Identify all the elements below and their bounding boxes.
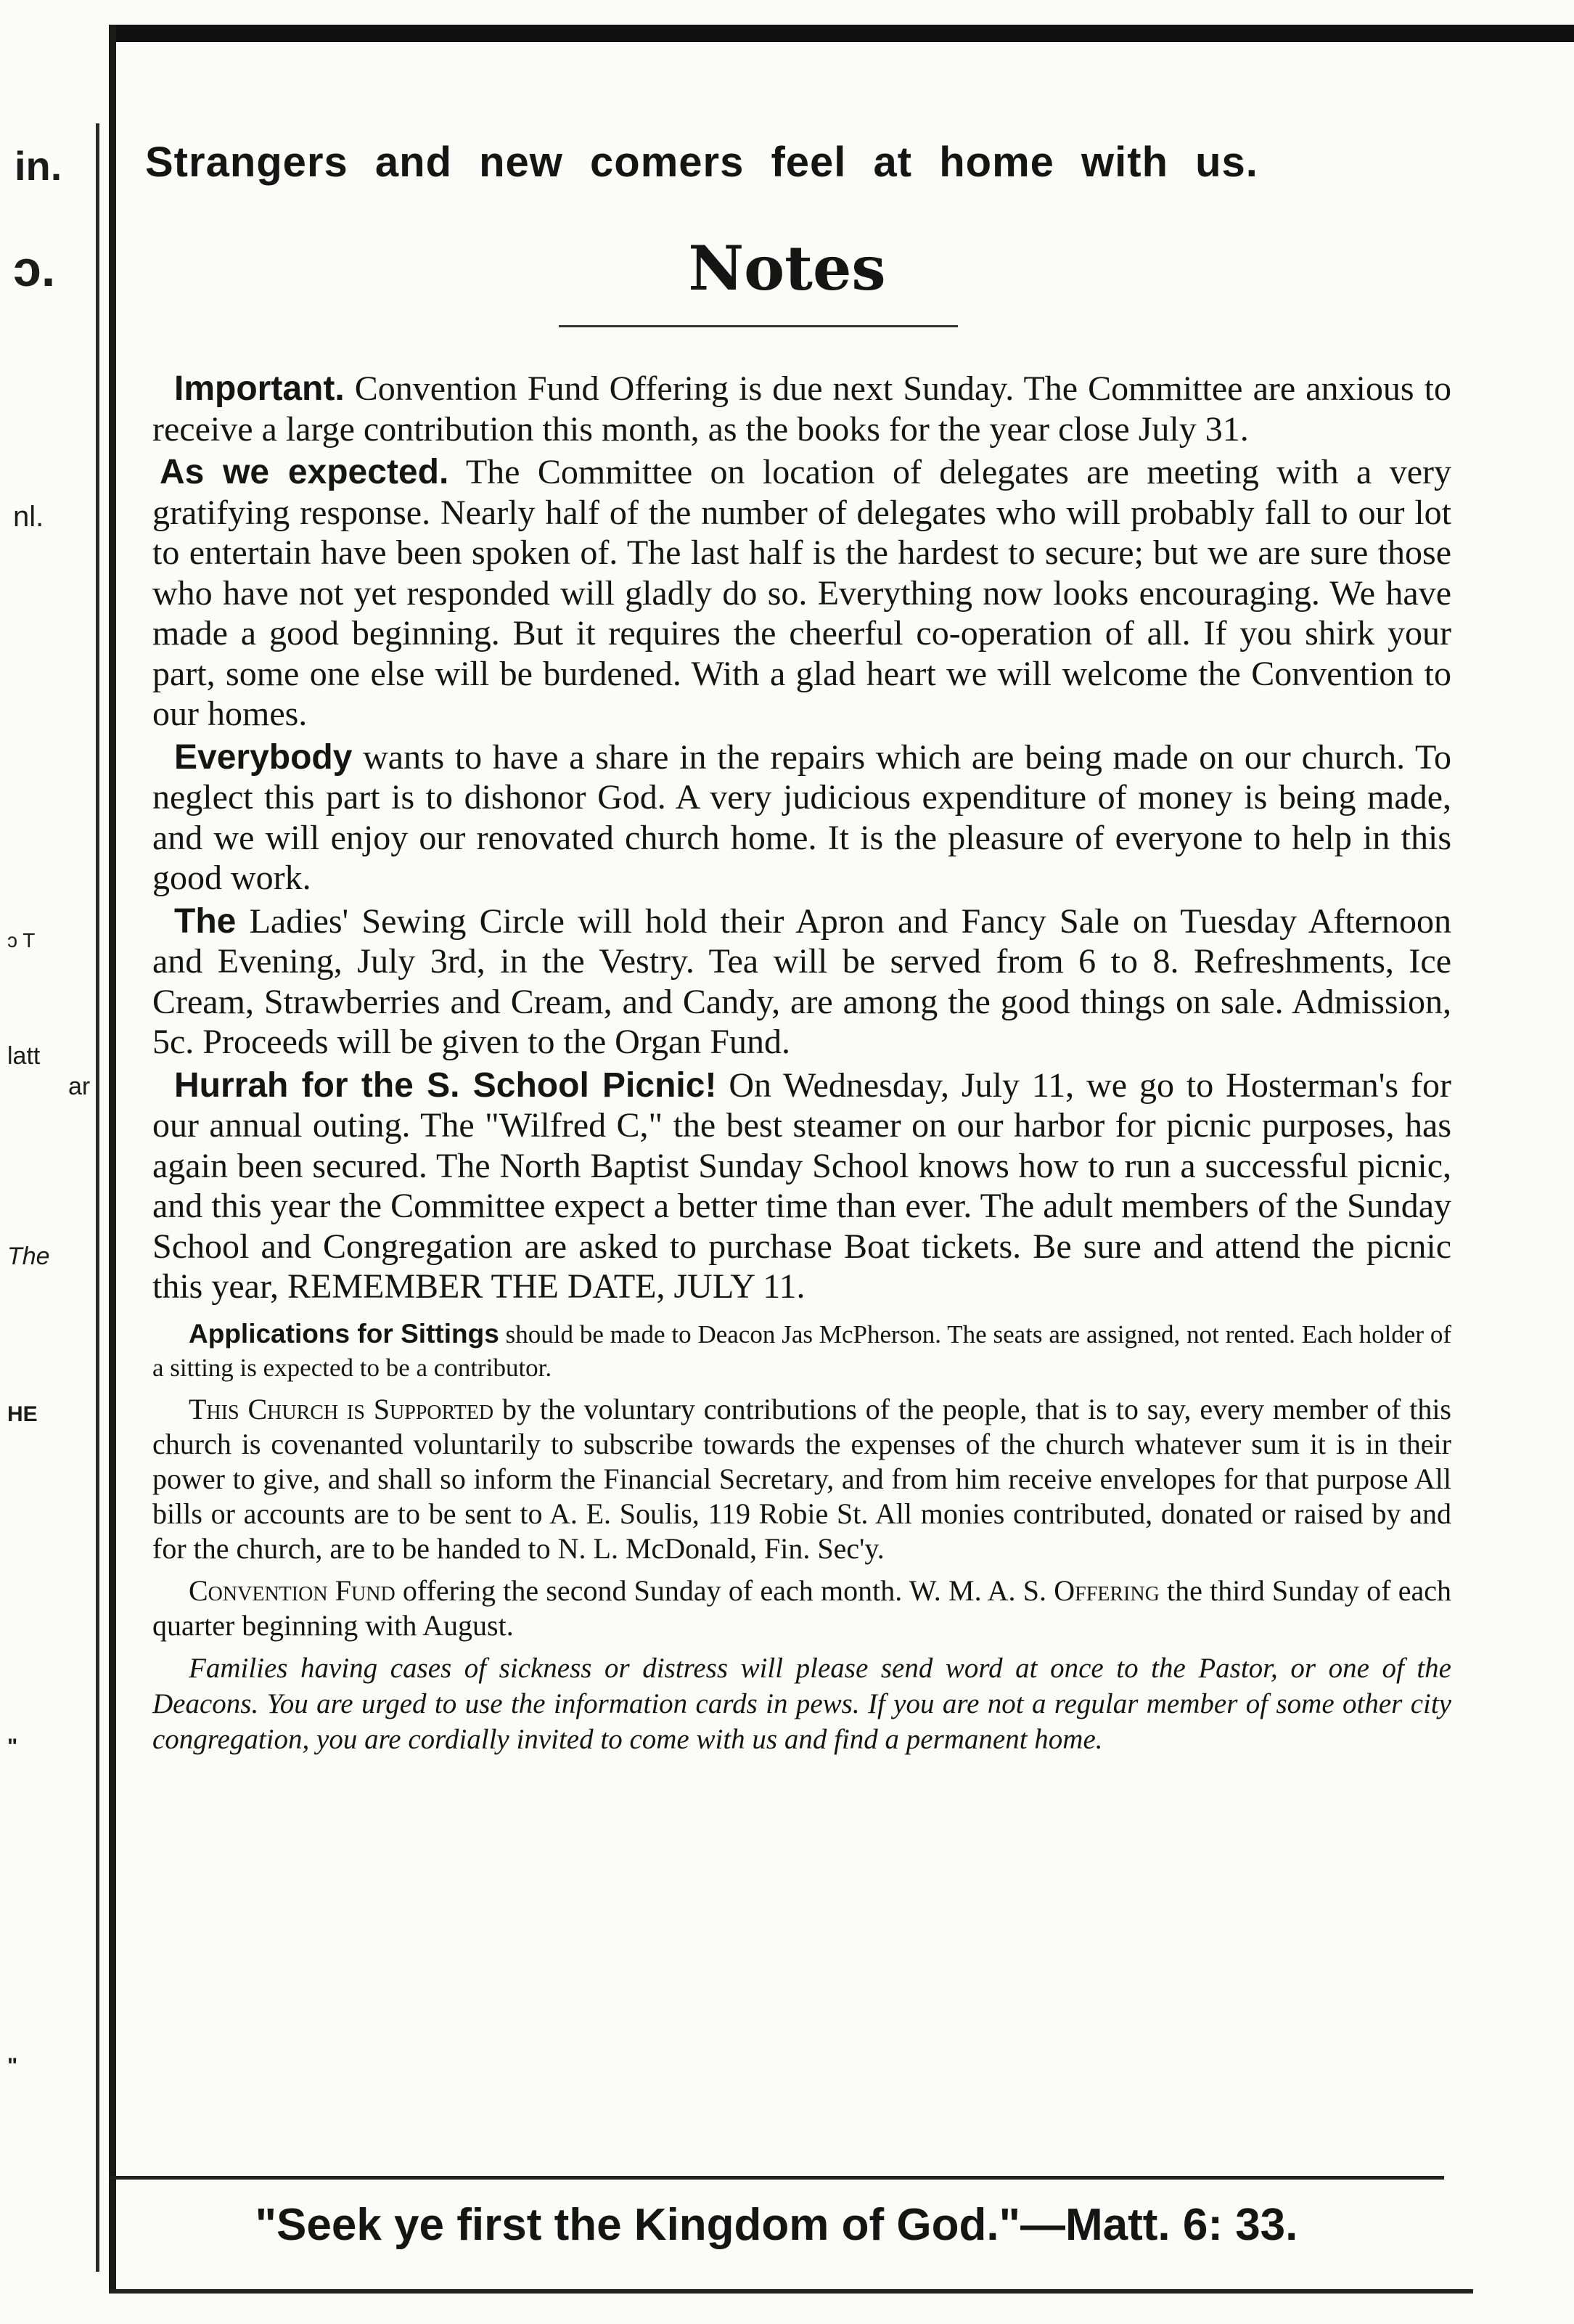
notes-body <box>152 369 1451 1757</box>
note-important <box>152 369 1451 449</box>
note-text: should be made to Deacon Jas McPherson. The seats are assigned, not rented. Each holder of a sitting is expected to be a contributor. <box>152 1319 1451 1382</box>
note-text: The Committee on location of delegates are meeting with a very gratifying response. Nearly half of the number of delegates who will probably fall to our lot to entertain have been spoken of. The last half is the hardest to secure; but we are sure those who have not yet responded will gladly do so. Everything now looks encouraging. We have made a good beginning. But it requires the cheerful co-operation of all. If you shirk your part, some one else will be burdened. With a glad heart we will welcome the Convention to our homes. <box>152 453 1452 733</box>
margin-fragment: HE <box>7 1402 38 1426</box>
margin-fragment: " <box>7 2054 18 2078</box>
note-lead: Important. <box>174 369 345 408</box>
note-lead: Convention Fund <box>189 1574 395 1607</box>
note-text: Convention Fund Offering is due next Sunday. The Committee are anxious to receive a large contribution this month, as the books for the year close July 31. <box>152 369 1451 449</box>
note-text: the third Sunday of each quarter beginning with August. <box>152 1574 1451 1642</box>
note-lead: As we expected. <box>160 453 449 491</box>
note-lead: Hurrah for the S. School Picnic! <box>174 1065 717 1105</box>
note-text: offering the second Sunday of each month. W. M. A. S. <box>395 1574 1054 1607</box>
left-inner-rule <box>96 123 99 2272</box>
top-border-rule <box>109 25 1574 42</box>
note-lead: Everybody <box>174 737 353 777</box>
scripture-verse: "Seek ye first the Kingdom of God."—Matt. 6: 33. <box>255 2200 1298 2250</box>
note-families <box>152 1650 1451 1757</box>
note-text: by the voluntary contributions of the people, that is to say, every member of this church is covenanted voluntarily to subscribe towards the expenses of the church whatever sum it is in their power to give, and shall so inform the Financial Secretary, and from him receive envelopes for that purpose All bills or accounts are to be sent to A. E. Soulis, 119 Robie St. All monies contributed, donated or raised by and for the church, are to be handed to N. L. McDonald, Fin. Sec'y. <box>152 1392 1451 1565</box>
bottom-border-rule <box>109 2289 1473 2294</box>
left-border-rule <box>109 25 116 2289</box>
note-text: On Wednesday, July 11, we go to Hosterman's for our annual outing. The "Wilfred C," the best steamer on our harbor for picnic purposes, has again been secured. The North Baptist Sunday School knows how to run a successful picnic, and this year the Committee expect a better time than ever. The adult members of the Sunday School and Congregation are asked to purchase Boat tickets. Be sure and attend the picnic this year, REMEMBER THE DATE, JULY 11. <box>152 1065 1452 1306</box>
margin-fragment: ɔ T <box>7 929 36 952</box>
note-sittings <box>152 1317 1451 1385</box>
margin-fragment: The <box>7 1243 50 1270</box>
margin-fragment: ar <box>68 1073 91 1100</box>
margin-fragment: in. <box>15 143 62 189</box>
title-underline <box>559 325 958 327</box>
note-convention-fund <box>152 1574 1451 1643</box>
note-as-we-expected <box>152 452 1451 735</box>
margin-fragment: " <box>7 1735 18 1759</box>
note-text: Families having cases of sickness or distress will please send word at once to the Pastor, or one of the Deacons. You are urged to use the information cards in pews. If you are not a regular member of some other city congregation, you are cordially invited to come with us and find a permanent home. <box>152 1652 1451 1755</box>
note-picnic <box>152 1065 1451 1307</box>
note-text: wants to have a share in the repairs which are being made on our church. To neglect this part is to dishonor God. A very judicious expenditure of money is being made, and we will enjoy our renovated church home. It is the pleasure of everyone to help in this good work. <box>152 737 1451 897</box>
margin-fragment: nl. <box>13 501 44 533</box>
note-lead: Offering <box>1054 1574 1160 1607</box>
church-motto: Strangers and new comers feel at home with us. <box>145 139 1258 186</box>
footer-rule <box>109 2176 1444 2180</box>
note-lead: This Church is Supported <box>189 1392 494 1425</box>
margin-fragment: ɔ. <box>13 240 56 297</box>
note-lead: Applications for Sittings <box>189 1318 499 1349</box>
note-support <box>152 1392 1451 1566</box>
note-sewing-circle <box>152 901 1451 1063</box>
note-text: Ladies' Sewing Circle will hold their Apron and Fancy Sale on Tuesday Afternoon and Evening, July 3rd, in the Vestry. Tea will be served from 6 to 8. Refreshments, Ice Cream, Strawberries and Cream, and Candy, are among the good things on sale. Admission, 5c. Proceeds will be given to the Organ Fund. <box>152 901 1451 1061</box>
note-lead: The <box>174 901 237 941</box>
page-title: Notes <box>688 232 886 304</box>
margin-fragment: latt <box>7 1042 41 1070</box>
note-everybody <box>152 737 1451 899</box>
